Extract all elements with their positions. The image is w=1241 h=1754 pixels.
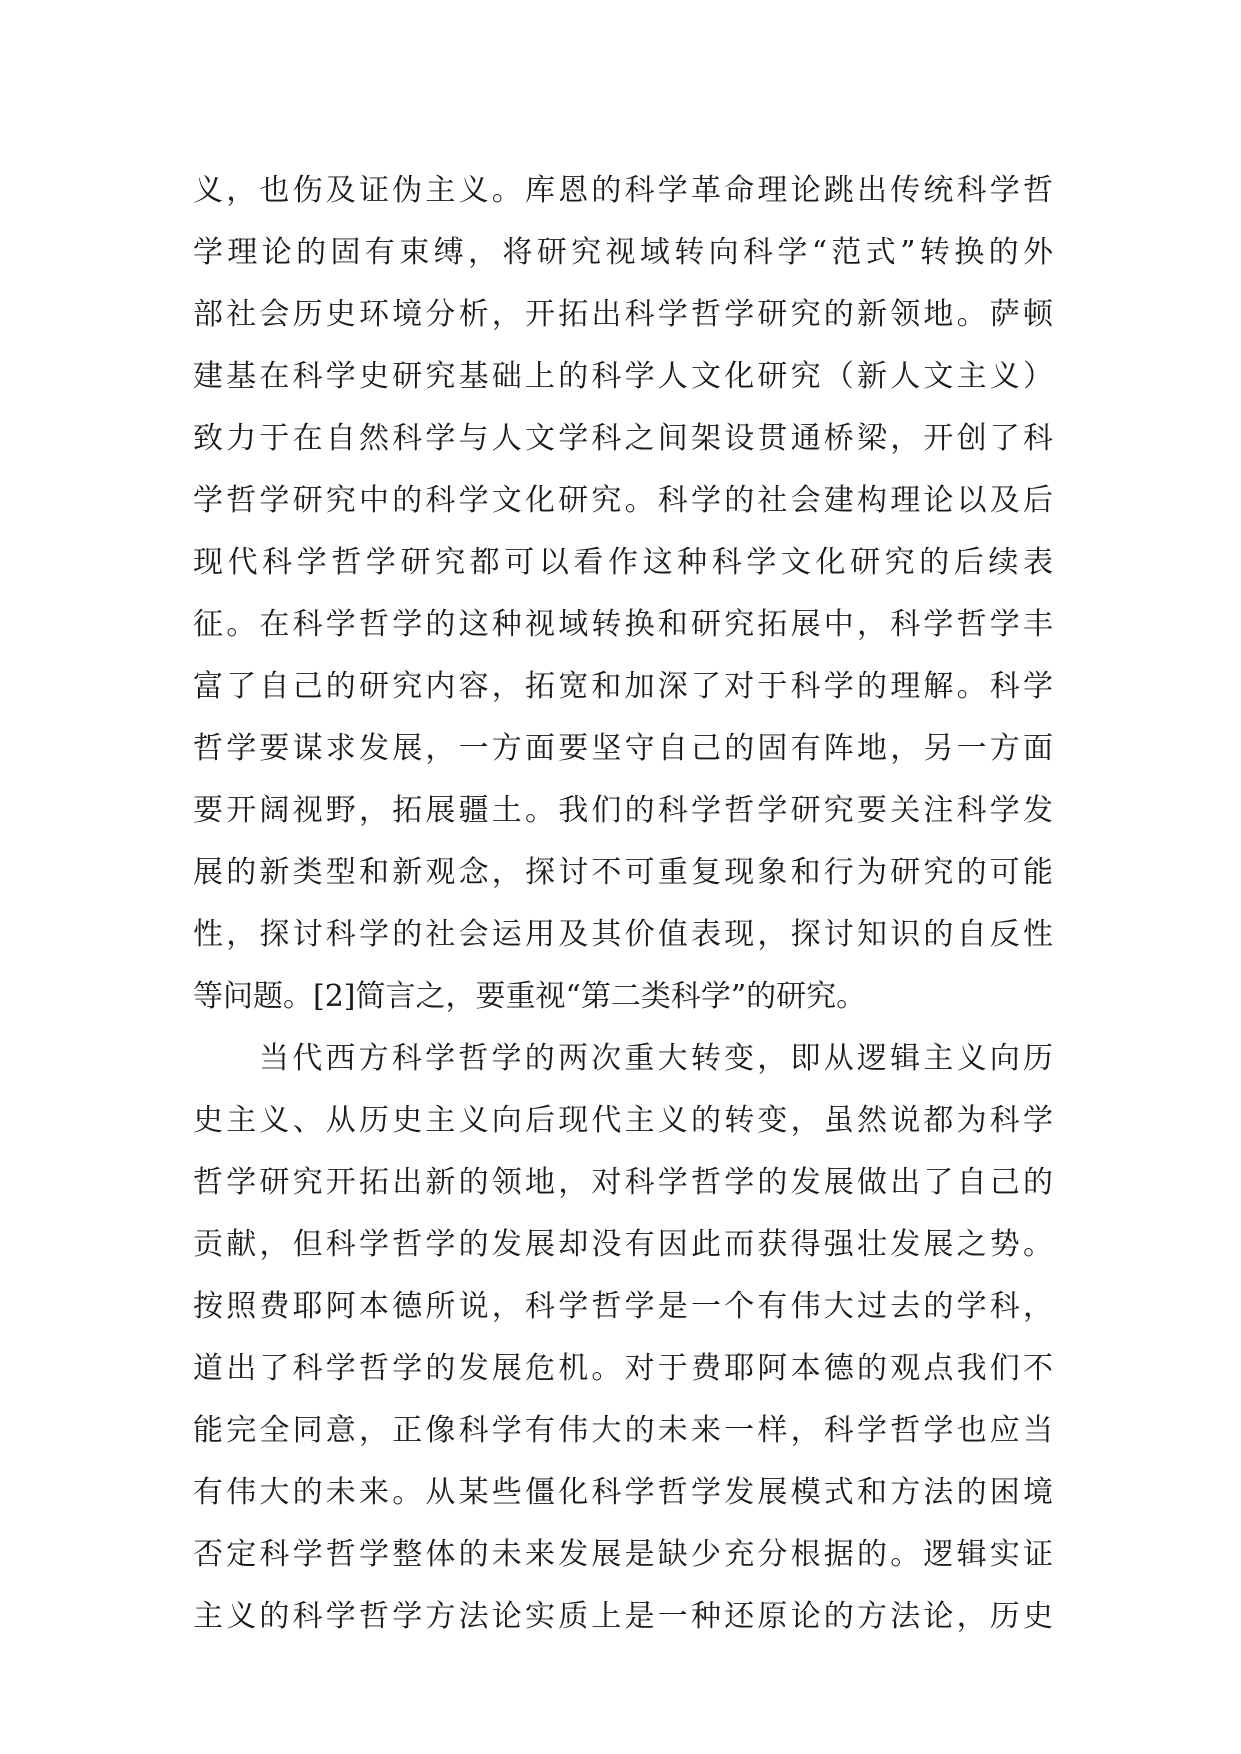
text-line: 主义的科学哲学方法论实质上是一种还原论的方法论，历史: [193, 1599, 1053, 1634]
text-line: 要开阔视野，拓展疆土。我们的科学哲学研究要关注科学发: [193, 793, 1053, 828]
text-line: 有伟大的未来。从某些僵化科学哲学发展模式和方法的困境: [193, 1475, 1053, 1510]
body-text: [193, 160, 1053, 1648]
text-line: 哲学要谋求发展，一方面要坚守自己的固有阵地，另一方面: [193, 731, 1053, 766]
text-line: 按照费耶阿本德所说，科学哲学是一个有伟大过去的学科，: [193, 1289, 1053, 1324]
text-line: 学理论的固有束缚，将研究视域转向科学“范式”转换的外: [193, 235, 1053, 270]
text-line: 部社会历史环境分析，开拓出科学哲学研究的新领地。萨顿: [193, 297, 1053, 332]
text-line: 等问题。[2]简言之，要重视“第二类科学”的研究。: [193, 979, 867, 1014]
text-line: 当代西方科学哲学的两次重大转变，即从逻辑主义向历: [259, 1041, 1053, 1076]
text-line: 建基在科学史研究基础上的科学人文化研究（新人文主义）: [193, 359, 1053, 394]
text-line: 性，探讨科学的社会运用及其价值表现，探讨知识的自反性: [193, 917, 1053, 952]
text-line: 道出了科学哲学的发展危机。对于费耶阿本德的观点我们不: [193, 1351, 1053, 1386]
text-line: 否定科学哲学整体的未来发展是缺少充分根据的。逻辑实证: [193, 1537, 1053, 1572]
text-line: 能完全同意，正像科学有伟大的未来一样，科学哲学也应当: [193, 1413, 1053, 1448]
text-line: 贡献，但科学哲学的发展却没有因此而获得强壮发展之势。: [193, 1227, 1053, 1262]
text-line: 史主义、从历史主义向后现代主义的转变，虽然说都为科学: [193, 1103, 1053, 1138]
text-line: 哲学研究开拓出新的领地，对科学哲学的发展做出了自己的: [193, 1165, 1053, 1200]
text-line: 致力于在自然科学与人文学科之间架设贯通桥梁，开创了科: [193, 421, 1053, 456]
paragraph-2: [193, 1028, 1053, 1648]
text-line: 义，也伤及证伪主义。库恩的科学革命理论跳出传统科学哲: [193, 173, 1053, 208]
paragraph-1: [193, 160, 1053, 1028]
text-line: 征。在科学哲学的这种视域转换和研究拓展中，科学哲学丰: [193, 607, 1053, 642]
text-line: 展的新类型和新观念，探讨不可重复现象和行为研究的可能: [193, 855, 1053, 890]
text-line: 学哲学研究中的科学文化研究。科学的社会建构理论以及后: [193, 483, 1053, 518]
text-line: 富了自己的研究内容，拓宽和加深了对于科学的理解。科学: [193, 669, 1053, 704]
text-line: 现代科学哲学研究都可以看作这种科学文化研究的后续表: [193, 545, 1053, 580]
